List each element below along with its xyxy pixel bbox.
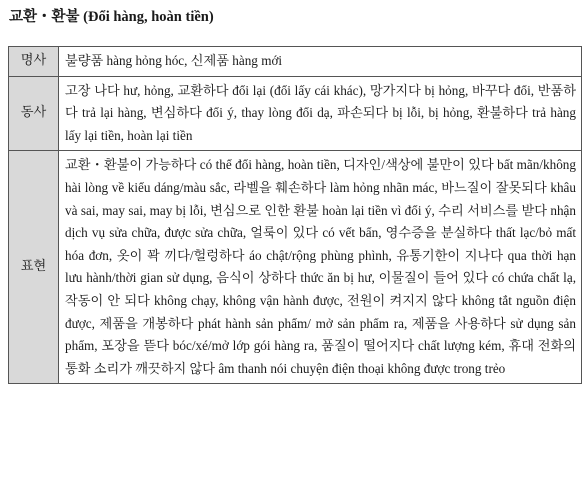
row-content-verb: 고장 나다 hư, hỏng, 교환하다 đổi lại (đổi lấy cái khác), 망가지다 bị hỏng, 바꾸다 đổi, 반품하다 trả lại hàng, 변심하다 đổi ý, thay lòng đổi dạ, 파손되다 bị lỗi, bị hỏng, 환불하다 trả hàng lấy lại tiền, hoàn lại tiền [59,76,582,151]
table-row-verb [9,76,582,151]
table-row-expression [9,151,582,384]
vocabulary-table [8,46,582,384]
row-label-verb: 동사 [9,76,59,151]
row-content-expression: 교환・환불이 가능하다 có thể đổi hàng, hoàn tiền, 디자인/색상에 불만이 있다 bất mãn/không hài lòng về kiểu dáng/màu sắc, 라벨을 훼손하다 làm hỏng nhãn mác, 바느질이 잘못되다 khâu và sai, may sai, may bị lỗi, 변심으로 인한 환불 hoàn lại tiền vì đổi ý, 수리 서비스를 받다 nhận dịch vụ sửa chữa, được sửa chữa, 얼룩이 있다 có vết bẩn, 영수증을 분실하다 thất lạc/bỏ mất hóa đơn, 옷이 꽉 끼다/헐렁하다 áo chật/rộng phùng phình, 유통기한이 지나다 qua thời hạn lưu hành/thời gian sử dụng, 음식이 상하다 thức ăn bị hư, 이물질이 들어 있다 có chứa chất lạ, 작동이 안 되다 không chạy, không vận hành được, 전원이 켜지지 않다 không tắt nguồn điện được, 제품을 개봉하다 phát hành sản phẩm/ mở sản phẩm ra, 제품을 사용하다 sử dụng sản phẩm, 포장을 뜯다 bóc/xé/mở lớp gói hàng ra, 품질이 떨어지다 chất lượng kém, 휴대 전화의 통화 소리가 깨끗하지 않다 âm thanh nói chuyện điện thoại không được trong trẻo [59,151,582,384]
row-content-noun: 불량품 hàng hỏng hóc, 신제품 hàng mới [59,47,582,77]
page-title: 교환・환불 (Đổi hàng, hoàn tiền) [9,9,214,25]
table-row-noun [9,47,582,77]
row-label-expression: 표현 [9,151,59,384]
row-label-noun: 명사 [9,47,59,77]
